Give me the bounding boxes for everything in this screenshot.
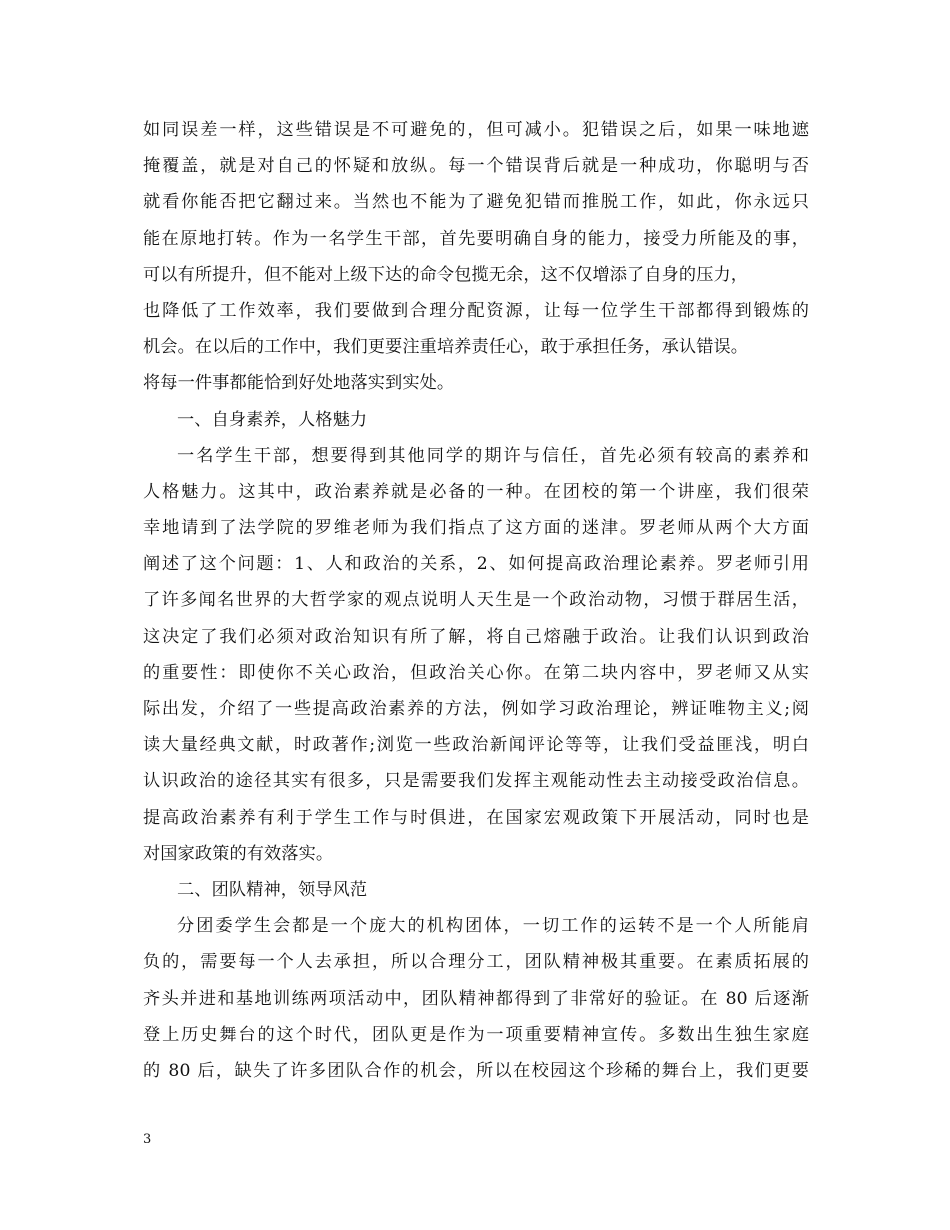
text-line: 如同误差一样，这些错误是不可避免的，但可减小。犯错误之后，如果一味地遮 bbox=[143, 120, 809, 140]
section-heading: 二、团队精神，领导风范 bbox=[177, 879, 368, 900]
text-line: 分团委学生会都是一个庞大的机构团体，一切工作的运转不是一个人所能肩 bbox=[177, 916, 809, 937]
text-line: 人格魅力。这其中，政治素养就是必备的一种。在团校的第一个讲座，我们很荣 bbox=[143, 481, 809, 502]
text-line: 读大量经典文献，时政著作;浏览一些政治新闻评论等等，让我们受益匪浅，明白 bbox=[143, 735, 809, 756]
text-line: 的 80 后，缺失了许多团队合作的机会，所以在校园这个珍稀的舞台上，我们更要 bbox=[143, 1060, 809, 1081]
page-number: 3 bbox=[143, 1132, 152, 1147]
body-text bbox=[143, 112, 809, 1089]
text-line: 认识政治的途径其实有很多，只是需要我们发挥主观能动性去主动接受政治信息。 bbox=[143, 771, 809, 792]
text-line: 一名学生干部，想要得到其他同学的期许与信任，首先必须有较高的素养和 bbox=[177, 445, 809, 466]
text-line: 将每一件事都能恰到好处地落实到实处。 bbox=[143, 373, 455, 394]
text-line: 能在原地打转。作为一名学生干部，首先要明确自身的能力，接受力所能及的事， bbox=[143, 228, 809, 249]
text-line: 掩覆盖，就是对自己的怀疑和放纵。每一个错误背后就是一种成功，你聪明与否 bbox=[143, 156, 809, 177]
text-line: 就看你能否把它翻过来。当然也不能为了避免犯错而推脱工作，如此，你永远只 bbox=[143, 192, 809, 213]
text-line: 登上历史舞台的这个时代，团队更是作为一项重要精神宣传。多数出生独生家庭 bbox=[143, 1024, 809, 1045]
text-line: 这决定了我们必须对政治知识有所了解，将自己熔融于政治。让我们认识到政治 bbox=[143, 626, 809, 647]
section-heading: 一、自身素养，人格魅力 bbox=[177, 409, 368, 430]
text-line: 了许多闻名世界的大哲学家的观点说明人天生是一个政治动物，习惯于群居生活， bbox=[143, 590, 809, 611]
text-line: 机会。在以后的工作中，我们更要注重培养责任心，敢于承担任务，承认错误。 bbox=[143, 337, 749, 358]
text-line: 际出发，介绍了一些提高政治素养的方法，例如学习政治理论，辨证唯物主义;阅 bbox=[143, 699, 809, 719]
text-line: 对国家政策的有效落实。 bbox=[143, 843, 334, 864]
text-line: 负的，需要每一个人去承担，所以合理分工，团队精神极其重要。在素质拓展的 bbox=[143, 952, 809, 973]
text-line: 阐述了这个问题：1、人和政治的关系，2、如何提高政治理论素养。罗老师引用 bbox=[143, 554, 809, 575]
text-line: 提高政治素养有利于学生工作与时俱进，在国家宏观政策下开展活动，同时也是 bbox=[143, 807, 809, 828]
text-line: 齐头并进和基地训练两项活动中，团队精神都得到了非常好的验证。在 80 后逐渐 bbox=[143, 988, 809, 1009]
text-line: 幸地请到了法学院的罗维老师为我们指点了这方面的迷津。罗老师从两个大方面 bbox=[143, 518, 809, 539]
text-line: 的重要性：即使你不关心政治，但政治关心你。在第二块内容中，罗老师又从实 bbox=[143, 662, 809, 683]
text-line: 可以有所提升，但不能对上级下达的命令包揽无余，这不仅增添了自身的压力， bbox=[143, 264, 749, 285]
text-line: 也降低了工作效率，我们要做到合理分配资源，让每一位学生干部都得到锻炼的 bbox=[143, 300, 809, 321]
